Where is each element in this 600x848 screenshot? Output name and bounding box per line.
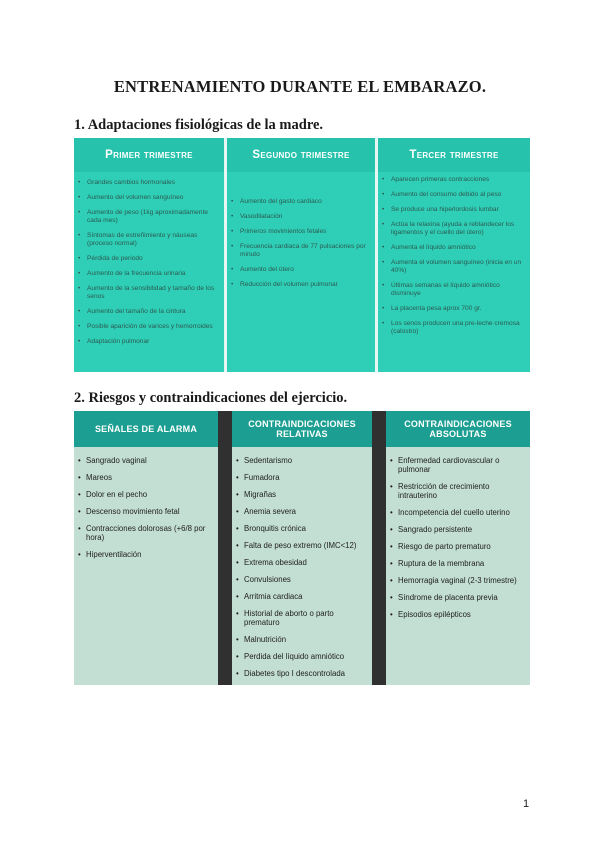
- second-trimester-list: [227, 198, 375, 296]
- list-item: • Aumento del tamaño de la cintura: [74, 308, 224, 316]
- list-item: • Síntomas de estreñimiento y náuseas (proceso normal): [74, 232, 224, 248]
- second-trimester-header: Segundo trimestre: [252, 149, 350, 161]
- list-item: • Vasodilatación: [227, 213, 375, 221]
- list-item: • Pérdida de periodo: [74, 255, 224, 263]
- third-trimester-column: [378, 138, 530, 372]
- list-item: • Hiperventilación: [74, 550, 218, 559]
- alarm-signs-header: SEÑALES DE ALARMA: [74, 411, 218, 447]
- list-item: • Bronquitis crónica: [232, 524, 372, 533]
- section-2-heading: 2. Riesgos y contraindicaciones del ejercicio.: [74, 390, 348, 406]
- absolute-contraindications-list: [386, 456, 530, 627]
- list-item: • Últimas semanas el líquido amniótico disminuye: [378, 282, 530, 298]
- list-item: • Síndrome de placenta previa: [386, 593, 530, 602]
- list-item: • Migrañas: [232, 490, 372, 499]
- section-1-heading: 1. Adaptaciones fisiológicas de la madre.: [74, 117, 324, 133]
- list-item: • Sangrado persistente: [386, 525, 530, 534]
- list-item: • Enfermedad cardiovascular o pulmonar: [386, 456, 530, 474]
- list-item: • Malnutrición: [232, 635, 372, 644]
- first-trimester-header: Primer trimestre: [105, 149, 193, 161]
- second-trimester-column: [227, 138, 375, 372]
- list-item: • Aumento del consumo debido al peso: [378, 191, 530, 199]
- first-trimester-column: [74, 138, 224, 372]
- list-item: • Aumento del gasto cardiaco: [227, 198, 375, 206]
- list-item: • Perdida del líquido amniótico: [232, 652, 372, 661]
- list-item: • Sangrado vaginal: [74, 456, 218, 465]
- list-item: • Descenso movimiento fetal: [74, 507, 218, 516]
- list-item: • Aumento de la frecuencia urinaria: [74, 270, 224, 278]
- list-item: • Convulsiones: [232, 575, 372, 584]
- list-item: • Actúa la relaxina (ayuda a reblandecer los ligamentos y el cuello del útero): [378, 221, 530, 237]
- list-item: • Hemorragia vaginal (2-3 trimestre): [386, 576, 530, 585]
- absolute-contraindications-column: [386, 411, 530, 685]
- column-divider: [372, 411, 386, 685]
- list-item: • Aumento del útero: [227, 266, 375, 274]
- list-item: • Riesgo de parto prematuro: [386, 542, 530, 551]
- list-item: • La placenta pesa aprox 700 gr.: [378, 305, 530, 313]
- list-item: • Se produce una hiperlordosis lumbar: [378, 206, 530, 214]
- list-item: • Sedentarismo: [232, 456, 372, 465]
- list-item: • Los senos producen una pre-leche cremosa (calostro): [378, 320, 530, 336]
- first-trimester-list: [74, 179, 224, 353]
- third-trimester-header: Tercer trimestre: [409, 149, 499, 161]
- list-item: • Posible aparición de varices y hemorroides: [74, 323, 224, 331]
- list-item: • Arritmia cardiaca: [232, 592, 372, 601]
- list-item: • Episodios epilépticos: [386, 610, 530, 619]
- list-item: • Historial de aborto o parto prematuro: [232, 609, 372, 627]
- list-item: • Incompetencia del cuello uterino: [386, 508, 530, 517]
- list-item: • Grandes cambios hormonales: [74, 179, 224, 187]
- list-item: • Aumento del volumen sanguíneo: [74, 194, 224, 202]
- list-item: • Ruptura de la membrana: [386, 559, 530, 568]
- list-item: • Aumenta el líquido amniótico: [378, 244, 530, 252]
- list-item: • Aumento de la sensibilidad y tamaño de los senos: [74, 285, 224, 301]
- list-item: • Mareos: [74, 473, 218, 482]
- third-trimester-list: [378, 176, 530, 343]
- list-item: • Aparecen primeras contracciones: [378, 176, 530, 184]
- absolute-contraindications-header: CONTRAINDICACIONES ABSOLUTAS: [386, 411, 530, 447]
- relative-contraindications-header: CONTRAINDICACIONES RELATIVAS: [232, 411, 372, 447]
- relative-contraindications-list: [232, 456, 372, 686]
- list-item: • Primeros movimientos fetales: [227, 228, 375, 236]
- list-item: • Contracciones dolorosas (+6/8 por hora): [74, 524, 218, 542]
- list-item: • Extrema obesidad: [232, 558, 372, 567]
- list-item: • Dolor en el pecho: [74, 490, 218, 499]
- risks-table: [74, 411, 530, 685]
- list-item: • Restricción de crecimiento intrauterino: [386, 482, 530, 500]
- list-item: • Aumento de peso (1kg aproximadamente cada mes): [74, 209, 224, 225]
- alarm-signs-column: [74, 411, 218, 685]
- list-item: • Reducción del volumen pulmonar: [227, 281, 375, 289]
- document-title: ENTRENAMIENTO DURANTE EL EMBARAZO.: [113, 77, 487, 96]
- list-item: • Falta de peso extremo (IMC<12): [232, 541, 372, 550]
- page-number: 1: [523, 798, 530, 810]
- alarm-signs-list: [74, 456, 218, 567]
- list-item: • Anemia severa: [232, 507, 372, 516]
- list-item: • Diabetes tipo I descontrolada: [232, 669, 372, 678]
- relative-contraindications-column: [232, 411, 372, 685]
- list-item: • Frecuencia cardiaca de 77 pulsaciones por minuto: [227, 243, 375, 259]
- list-item: • Fumadora: [232, 473, 372, 482]
- list-item: • Adaptación pulmonar: [74, 338, 224, 346]
- column-divider: [218, 411, 232, 685]
- adaptations-table: [74, 138, 530, 372]
- list-item: • Aumenta el volumen sanguíneo (inicia en un 40%): [378, 259, 530, 275]
